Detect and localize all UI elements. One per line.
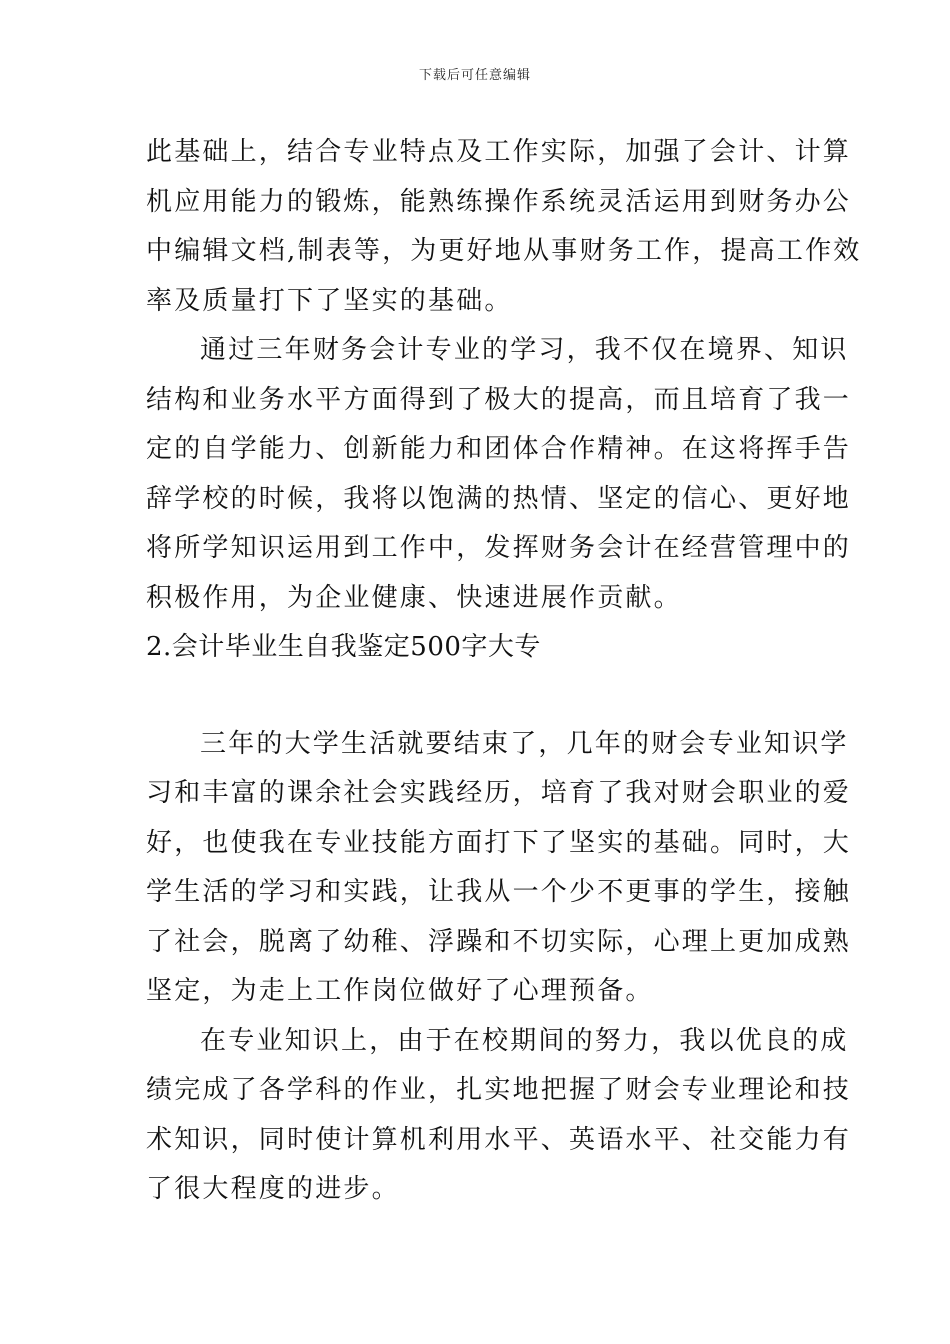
blank-line xyxy=(146,673,811,720)
text-line: 坚定，为走上工作岗位做好了心理预备。 xyxy=(146,976,654,1006)
text-line: 习和丰富的课余社会实践经历，培育了我对财会职业的爱 xyxy=(146,778,852,808)
text-line: 好，也使我在专业技能方面打下了坚实的基础。同时，大 xyxy=(146,827,852,858)
text-line: 在专业知识上，由于在校期间的努力，我以优良的成 xyxy=(200,1025,849,1056)
paragraph-3 xyxy=(146,720,852,1017)
text-line: 结构和业务水平方面得到了极大的提高，而且培育了我一 xyxy=(146,384,852,415)
text-line: 率及质量打下了坚实的基础。 xyxy=(146,285,513,316)
text-line: 机应用能力的锻炼，能熟练操作系统灵活运用到财务办公 xyxy=(146,186,852,217)
text-line: 通过三年财务会计专业的学习，我不仅在境界、知识 xyxy=(200,335,849,365)
text-line: 此基础上，结合专业特点及工作实际，加强了会计、计算 xyxy=(146,137,852,167)
paragraph-1 xyxy=(146,128,862,326)
text-line: 中编辑文档,制表等，为更好地从事财务工作，提高工作效 xyxy=(146,236,862,266)
paragraph-2 xyxy=(146,326,852,623)
text-line: 辞学校的时候，我将以饱满的热情、坚定的信心、更好地 xyxy=(146,483,852,514)
document-body xyxy=(146,128,862,1215)
text-line: 术知识，同时使计算机利用水平、英语水平、社交能力有 xyxy=(146,1124,852,1155)
section-title: 2.会计毕业生自我鉴定500字大专 xyxy=(146,632,541,662)
text-line: 学生活的学习和实践，让我从一个少不更事的学生，接触 xyxy=(146,877,852,907)
text-line: 三年的大学生活就要结束了，几年的财会专业知识学 xyxy=(200,728,849,759)
section-heading xyxy=(146,623,811,673)
paragraph-4 xyxy=(146,1017,852,1215)
text-line: 了社会，脱离了幼稚、浮躁和不切实际，心理上更加成熟 xyxy=(146,926,852,957)
text-line: 将所学知识运用到工作中，发挥财务会计在经营管理中的 xyxy=(146,533,852,563)
text-line: 积极作用，为企业健康、快速进展作贡献。 xyxy=(146,582,682,613)
text-line: 绩完成了各学科的作业，扎实地把握了财会专业理论和技 xyxy=(146,1075,852,1105)
text-line: 定的自学能力、创新能力和团体合作精神。在这将挥手告 xyxy=(146,434,852,464)
text-line: 了很大程度的进步。 xyxy=(146,1174,400,1204)
page-header: 下载后可任意编辑 xyxy=(418,68,531,83)
